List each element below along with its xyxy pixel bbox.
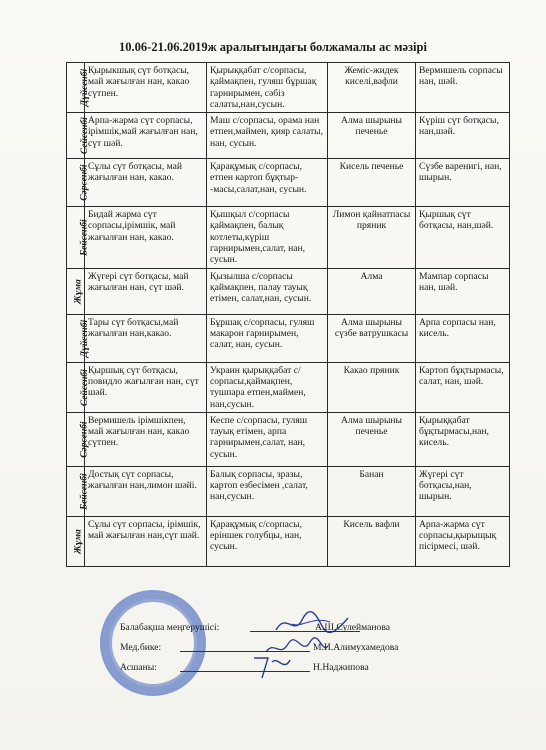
day-cell — [67, 63, 91, 113]
menu-row — [67, 113, 510, 159]
day-cell — [67, 268, 85, 314]
lunch-cell: Қырыққабат с/сорпасы, қаймақпен, гуляш бұршақ гарнирымен, сәбіз салаты,нан,сусын. — [207, 63, 328, 113]
snack-cell: Банан — [328, 466, 416, 516]
breakfast-cell: Жүгері сүт ботқасы, май жағылған нан, сүт шәй. — [85, 268, 207, 314]
breakfast-cell: Тары сүт ботқасы,май жағылған нан,какао. — [85, 314, 207, 362]
lunch-cell: Қызылша с/сорпасы қаймақпен, палау тауық етімен, салат,нан, сусын. — [207, 268, 328, 314]
snack-cell: Какао пряник — [328, 362, 416, 412]
menu-row — [67, 314, 510, 362]
signature-name: А.Ш.Сулейманова — [315, 622, 390, 633]
breakfast-cell: Вермишель ірімшікпен, май жағылған нан, какао сүтпен. — [85, 412, 207, 466]
dinner-cell: Күріш сүт ботқасы, нан,шәй. — [416, 113, 510, 159]
day-label: Бейсенбі — [79, 219, 90, 256]
menu-title: 10.06-21.06.2019ж аралығындағы болжамалы ас мәзірі — [119, 40, 427, 54]
day-label: Сәрсенбі — [79, 421, 90, 458]
menu-row — [67, 516, 510, 566]
menu-row — [67, 207, 510, 268]
menu-row — [67, 362, 510, 412]
signature-row-director — [120, 622, 420, 636]
signature-row-cook — [120, 662, 420, 676]
day-cell — [67, 113, 90, 159]
dinner-cell: Вермишель сорпасы нан, шәй. — [416, 63, 510, 113]
day-label: Жұма — [73, 528, 84, 554]
breakfast-cell: Бидай жарма сүт сорпасы,ірімшік, май жағылған нан, какао. — [85, 207, 207, 268]
signature-row-nurse — [120, 642, 420, 656]
day-cell — [67, 159, 90, 207]
day-cell — [67, 466, 90, 516]
menu-table — [66, 62, 510, 567]
lunch-cell: Қарақұмық с/сорпасы, ерiншек голубцы, нан, сусын. — [207, 516, 328, 566]
day-label: Сәрсенбі — [79, 164, 90, 201]
snack-cell: Кисель печенье — [328, 159, 416, 207]
snack-cell: Лимон қайнатпасы пряник — [328, 207, 416, 268]
signature-label: Балабақша меңгерушісі: — [120, 622, 220, 633]
dinner-cell: Қырыққабат бұқтырмасы,нан, кисель. — [416, 412, 510, 466]
dinner-cell: Жүгері сүт ботқасы,нан, шырын. — [416, 466, 510, 516]
signature-label: Мед.бике: — [120, 642, 162, 653]
day-label: Бейсенбі — [79, 473, 90, 510]
breakfast-cell: Достық сүт сорпасы, жағылған нан,лимон шәйі. — [85, 466, 207, 516]
signature-line — [180, 671, 310, 672]
day-label: Дүйсенбі — [80, 68, 91, 107]
day-label: Сейсенбі — [79, 117, 90, 155]
lunch-cell: Қарақұмық с/сорпасы, етпен картоп бұқтыр- -масы,салат,нан, сусын. — [207, 159, 328, 207]
day-label: Жұма — [73, 278, 84, 304]
dinner-cell: Арпа сорпасы нан, кисель. — [416, 314, 510, 362]
breakfast-cell: Арпа-жарма сүт сорпасы, ірімшік,май жағылған нан, сүт шәй. — [85, 113, 207, 159]
dinner-cell: Қыршық сүт ботқасы, нан,шәй. — [416, 207, 510, 268]
day-cell — [67, 362, 90, 412]
signature-line — [180, 651, 310, 652]
menu-row — [67, 268, 510, 314]
lunch-cell: Балық сорпасы, зразы, картоп езбесімен ,салат, нан,сусын. — [207, 466, 328, 516]
lunch-cell: Украин қырыққабат с/сорпасы,қаймақпен, тушпара етпен,маймен, нан,сусын. — [207, 362, 328, 412]
dinner-cell: Мампар сорпасы нан, шәй. — [416, 268, 510, 314]
signature-name: Н.Наджипова — [313, 662, 369, 673]
signature-name: М.И.Алимухамедова — [313, 642, 399, 653]
menu-row — [67, 159, 510, 207]
day-cell — [67, 516, 85, 566]
snack-cell: Кисель вафли — [328, 516, 416, 566]
snack-cell: Алма шырыны сүзбе ватрушкасы — [328, 314, 416, 362]
lunch-cell: Қышқыл с/сорпасы қаймақпен, балық котлеты,күріш гарнирымен,салат, нан, сусын. — [207, 207, 328, 268]
day-label: Сейсенбі — [79, 368, 90, 406]
breakfast-cell: Сұлы сүт ботқасы, май жағылған нан, какао. — [85, 159, 207, 207]
dinner-cell: Сүзбе варенигі, нан, шырын. — [416, 159, 510, 207]
lunch-cell: Бұршақ с/сорпасы, гуляш макарон гарнирымен, салат, нан, сусын. — [207, 314, 328, 362]
day-label: Дүйсенбі — [80, 319, 91, 357]
day-cell — [67, 207, 90, 268]
lunch-cell: Маш с/сорпасы, орама нан етпен,маймен, қияр салаты, нан, сусын. — [207, 113, 328, 159]
menu-table-body — [67, 63, 510, 567]
menu-row — [67, 412, 510, 466]
breakfast-cell: Қырыкшық сүт ботқасы, май жағылған нан, какао сүтпен. — [85, 63, 207, 113]
snack-cell: Алма шырыны печенье — [328, 113, 416, 159]
breakfast-cell: Сұлы сүт сорпасы, ірімшік, май жағылған нан,сүт шәй. — [85, 516, 207, 566]
day-cell — [67, 412, 90, 466]
snack-cell: Алма шырыны печенье — [328, 412, 416, 466]
signature-label: Асшаны: — [120, 662, 157, 673]
menu-row — [67, 63, 510, 113]
dinner-cell: Арпа-жарма сүт сорпасы,қырыщық пісірмесі, шәй. — [416, 516, 510, 566]
dinner-cell: Картоп бұқтырмасы, салат, нан, шәй. — [416, 362, 510, 412]
snack-cell: Алма — [328, 268, 416, 314]
menu-row — [67, 466, 510, 516]
snack-cell: Жеміс-жидек киселі,вафли — [328, 63, 416, 113]
breakfast-cell: Қыршық сүт ботқасы, повидло жағылған нан, сүт шәй. — [85, 362, 207, 412]
day-cell — [67, 314, 91, 362]
lunch-cell: Кеспе с/сорпасы, гуляш тауық етімен, арпа гарнирымен,салат, нан, сусын. — [207, 412, 328, 466]
